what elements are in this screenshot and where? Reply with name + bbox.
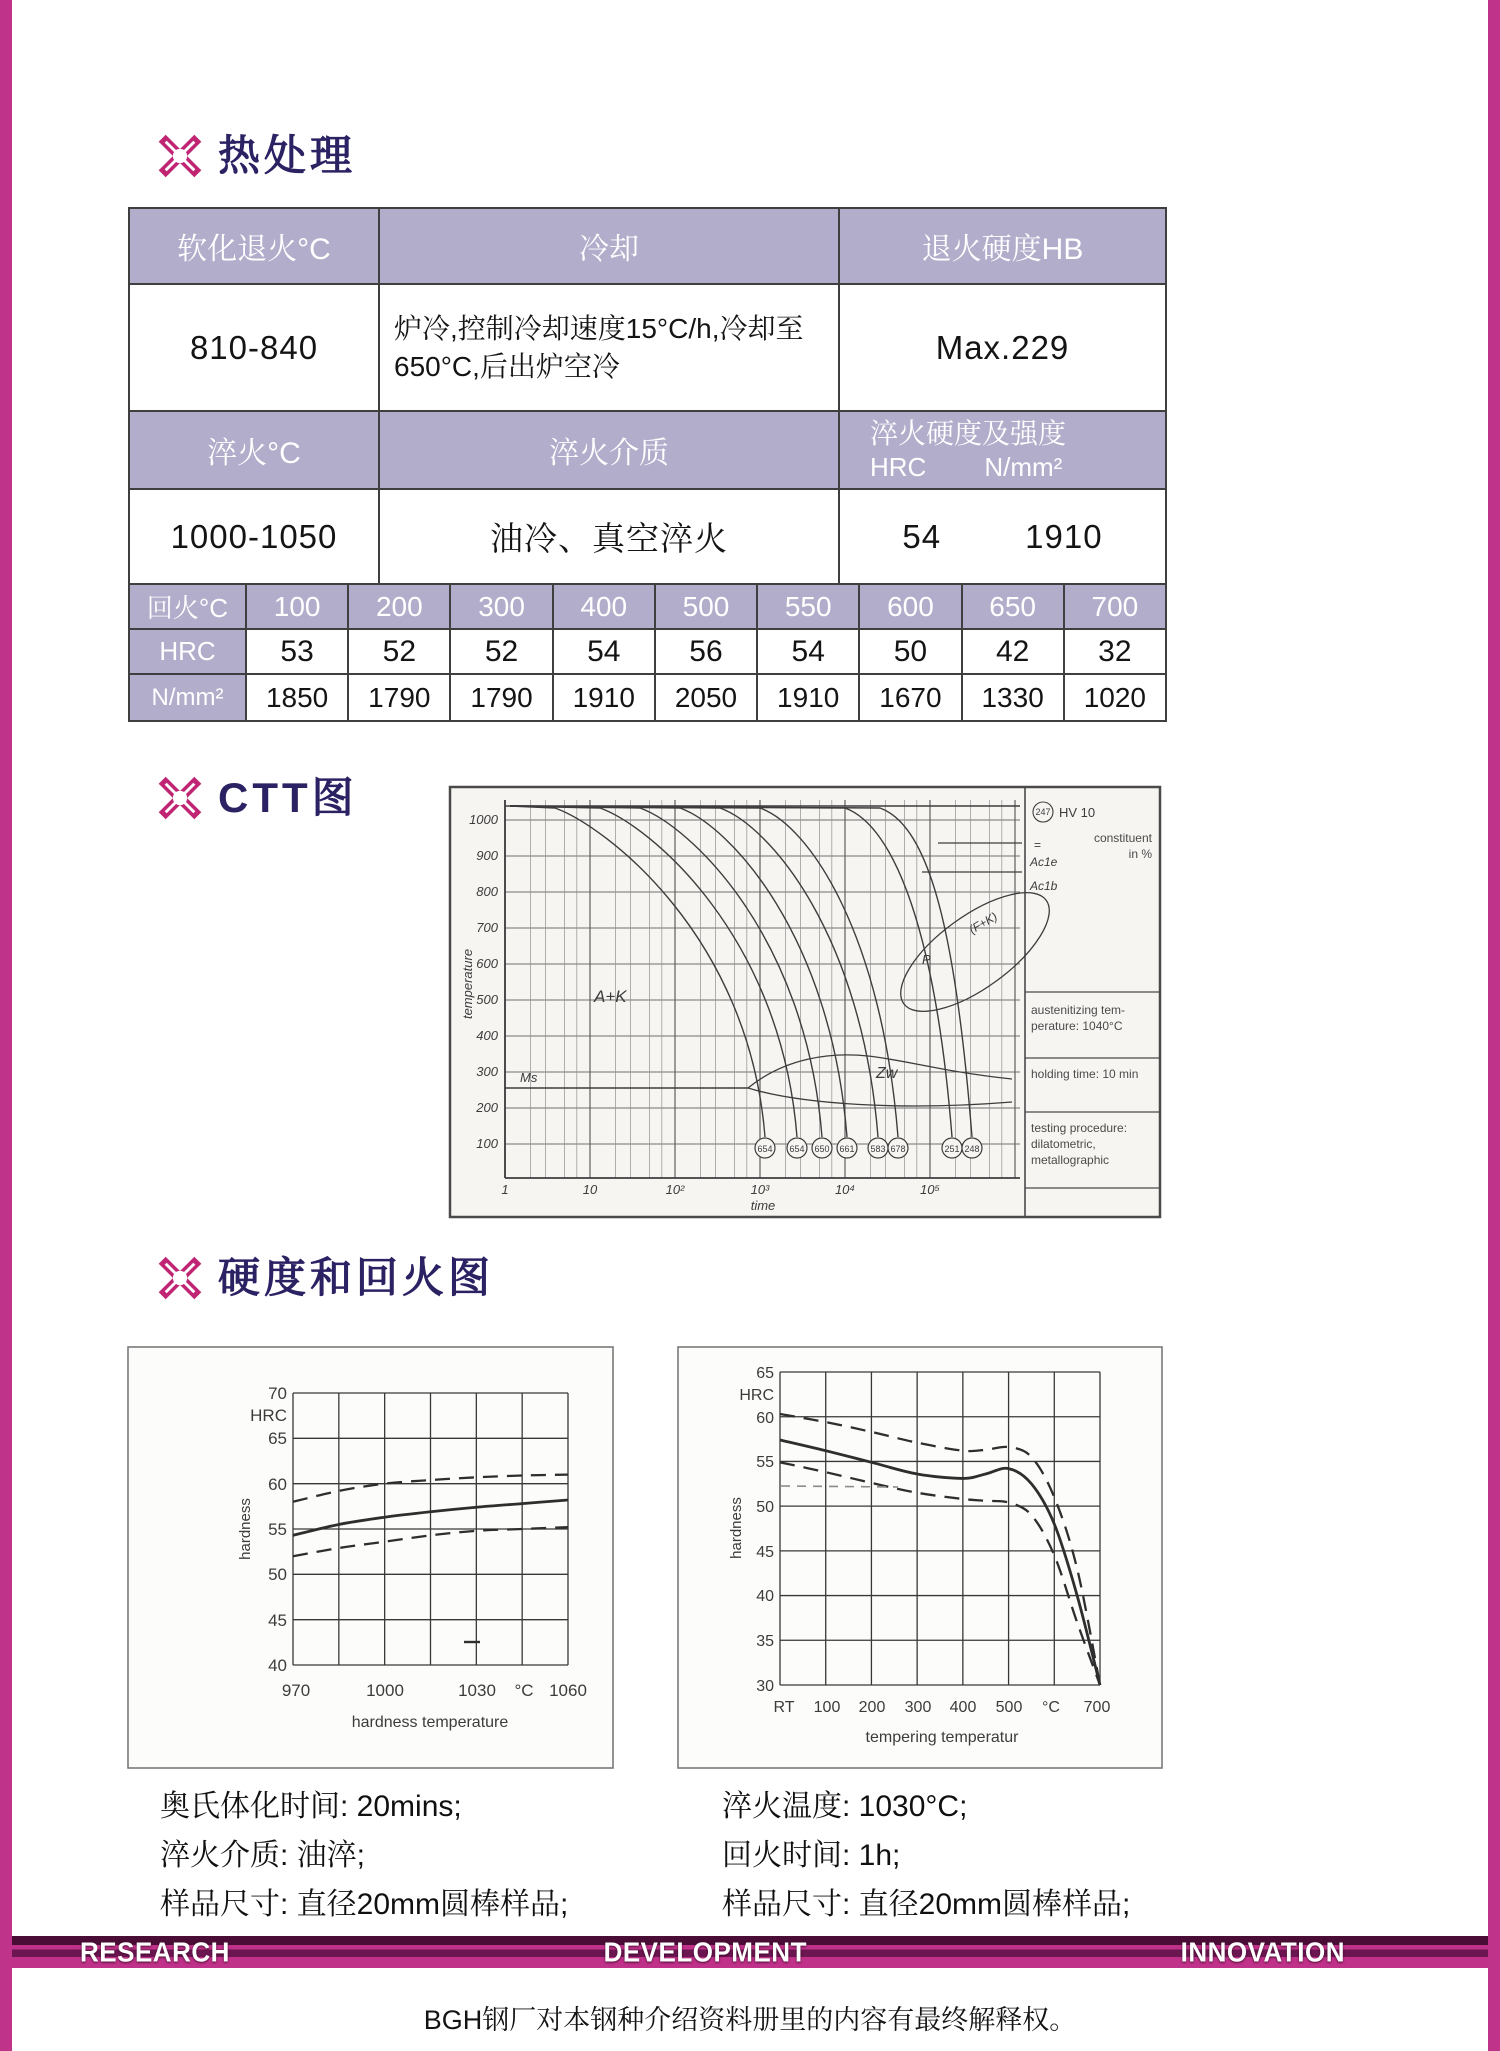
y-axis-label: hardness: [237, 1498, 254, 1560]
right-edge-stripe: [1488, 0, 1500, 2051]
hrc-value: 54: [758, 630, 860, 675]
hardness-circle-value: 654: [757, 1144, 773, 1154]
quench-medium-cell: 油冷、真空淬火: [380, 490, 840, 585]
section-title-text: 热处理: [218, 132, 357, 179]
region-label-ms: Ms: [520, 1070, 538, 1085]
hrc-value: 52: [349, 630, 451, 675]
ctt-x-axis-label: time: [750, 1198, 776, 1213]
strength-value: 2050: [656, 675, 758, 720]
x-tick: 970: [281, 1681, 311, 1700]
ctt-y-tick: 200: [476, 1100, 498, 1115]
ctt-legend-testing: testing procedure: dilatometric, metallographic: [1031, 1121, 1128, 1168]
y-tick: 45: [268, 1611, 287, 1630]
hrc-value: 50: [860, 630, 962, 675]
section-title-text: CTT图: [218, 774, 358, 821]
y-unit: HRC: [250, 1406, 287, 1425]
unit-nmm2: N/mm²: [984, 452, 1063, 483]
note-line: 回火时间: 1h;: [722, 1839, 901, 1872]
col-header: 软化退火°C: [130, 209, 380, 285]
x-tick: 700: [1083, 1699, 1111, 1716]
y-unit: HRC: [739, 1387, 774, 1404]
y-tick: 55: [268, 1520, 287, 1539]
heat-treatment-table: [128, 207, 1167, 722]
region-label-zw: Zw: [876, 1065, 898, 1082]
note-line: 奥氏体化时间: 20mins;: [160, 1790, 462, 1823]
strength-row: [130, 675, 1165, 720]
section-hardness-tempering: [158, 1256, 494, 1300]
col-header: 退火硬度HB: [840, 209, 1165, 285]
ctt-legend-austenitizing: austenitizing tem-perature: 1040°C: [1031, 1003, 1126, 1034]
ctt-y-tick: 700: [476, 920, 498, 935]
y-tick: 65: [756, 1365, 774, 1382]
temper-temp: 100: [247, 585, 349, 630]
ctt-x-tick: 10²: [665, 1182, 685, 1197]
hardness-circle-value: 583: [870, 1144, 886, 1154]
temper-temp: 650: [963, 585, 1065, 630]
x-axis-caption: hardness temperature: [351, 1714, 509, 1731]
hardness-circle-value: 650: [814, 1144, 830, 1154]
ctt-x-tick: 10: [582, 1182, 598, 1197]
x-tick: RT: [773, 1699, 795, 1716]
y-tick: 55: [756, 1454, 774, 1471]
y-axis-label: hardness: [728, 1497, 745, 1559]
x-tick: 400: [949, 1699, 977, 1716]
temper-temp: 400: [554, 585, 656, 630]
x-tick: 200: [858, 1699, 886, 1716]
section-bullet-icon: [158, 1256, 202, 1300]
ctt-y-tick: 600: [476, 956, 498, 971]
note-line: 样品尺寸: 直径20mm圆棒样品;: [722, 1888, 1131, 1921]
note-line: 淬火温度: 1030°C;: [722, 1790, 968, 1823]
table-row: [130, 285, 1165, 412]
x-tick: 1000: [366, 1681, 404, 1700]
unit-hrc: HRC: [870, 452, 927, 483]
anneal-cooling-cell: 炉冷,控制冷却速度15°C/h,冷却至650°C,后出炉空冷: [380, 285, 840, 412]
equals-sign: =: [1034, 838, 1042, 852]
col-header: 冷却: [380, 209, 840, 285]
x-tick: 300: [904, 1699, 932, 1716]
hrc-value: 32: [1065, 630, 1165, 675]
strength-value: 1790: [451, 675, 553, 720]
ctt-y-tick: 100: [476, 1136, 498, 1151]
ctt-y-tick: 300: [476, 1064, 498, 1079]
temper-temp: 600: [860, 585, 962, 630]
region-label-fk: (F+K): [966, 909, 1000, 937]
row-header: 回火°C: [130, 585, 247, 630]
y-tick: 45: [756, 1544, 774, 1561]
strength-value: 1330: [963, 675, 1065, 720]
note-line: 样品尺寸: 直径20mm圆棒样品;: [160, 1888, 569, 1921]
temper-temp-row: [130, 585, 1165, 630]
temper-temp: 550: [758, 585, 860, 630]
ac1e-label: Ac1e: [1030, 855, 1058, 869]
col-header: 淬火介质: [380, 412, 840, 490]
table-row: [130, 412, 1165, 490]
y-tick: 50: [756, 1499, 774, 1516]
x-tick: 1060: [549, 1681, 587, 1700]
notes-left: [160, 1782, 568, 1929]
footer-research: RESEARCH: [80, 1935, 230, 1968]
section-bullet-icon: [158, 776, 202, 820]
y-tick: 40: [756, 1588, 774, 1605]
hrc-row: [130, 630, 1165, 675]
disclaimer-note: BGH钢厂对本钢种介绍资料册里的内容有最终解释权。: [423, 2005, 1077, 2035]
ac1b-label: Ac1b: [1030, 879, 1058, 893]
hrc-value: 54: [554, 630, 656, 675]
hardness-circle-value: 248: [964, 1144, 980, 1154]
strength-value: 1910: [758, 675, 860, 720]
temper-temp: 700: [1065, 585, 1165, 630]
hrc-value: 42: [963, 630, 1065, 675]
ctt-x-tick: 10⁵: [920, 1182, 940, 1197]
y-tick: 60: [756, 1410, 774, 1427]
table-row: [130, 490, 1165, 585]
note-line: 淬火介质: 油淬;: [160, 1839, 366, 1872]
section-heat-treatment: [158, 134, 356, 178]
y-tick: 30: [756, 1678, 774, 1695]
temper-temp: 300: [451, 585, 553, 630]
y-tick: 65: [268, 1429, 287, 1448]
ctt-x-tick: 10⁴: [834, 1182, 856, 1197]
notes-right: [722, 1782, 1130, 1929]
strength-value: 1910: [554, 675, 656, 720]
hardness-circle-value: 661: [839, 1144, 855, 1154]
hardness-circle-value: 678: [890, 1144, 906, 1154]
ctt-x-tick: 10³: [750, 1182, 770, 1197]
ctt-x-tick: 1: [501, 1182, 509, 1197]
y-tick: 60: [268, 1475, 287, 1494]
x-axis-caption: tempering temperatur: [865, 1729, 1019, 1746]
ctt-y-tick: 1000: [469, 812, 498, 827]
x-tick: 500: [995, 1699, 1023, 1716]
x-tick: 1030: [458, 1681, 496, 1700]
hv-badge-value: 247: [1035, 807, 1051, 817]
left-edge-stripe: [0, 0, 12, 2051]
ctt-y-axis-label: temperature: [460, 948, 475, 1020]
quench-temp-cell: 1000-1050: [130, 490, 380, 585]
hrc-value: 53: [247, 630, 349, 675]
ctt-legend-holding: holding time: 10 min: [1031, 1067, 1139, 1081]
footer-innovation: INNOVATION: [1180, 1935, 1345, 1968]
quench-result-cell: [840, 490, 1165, 585]
quench-hrc-value: 54: [902, 517, 942, 555]
footer-development: DEVELOPMENT: [603, 1935, 807, 1968]
section-title-text: 硬度和回火图: [218, 1254, 495, 1301]
quench-hardness-header: 淬火硬度及强度: [870, 418, 1067, 450]
hardness-circle-value: 654: [789, 1144, 805, 1154]
region-label-ak: A+K: [594, 987, 627, 1006]
ctt-y-tick: 400: [476, 1028, 498, 1043]
row-header: N/mm²: [130, 675, 247, 720]
ctt-y-tick: 500: [476, 992, 498, 1007]
x-unit: °C: [514, 1681, 534, 1700]
anneal-hardness-cell: Max.229: [840, 285, 1165, 412]
table-row: [130, 209, 1165, 285]
hrc-value: 52: [451, 630, 553, 675]
hardness-circle-value: 251: [944, 1144, 960, 1154]
strength-value: 1850: [247, 675, 349, 720]
quench-strength-value: 1910: [1025, 517, 1103, 555]
strength-value: 1670: [860, 675, 962, 720]
y-tick: 70: [268, 1384, 287, 1403]
temper-temp: 200: [349, 585, 451, 630]
ctt-y-tick: 800: [476, 884, 498, 899]
temper-temp: 500: [656, 585, 758, 630]
region-label-p: P: [922, 952, 931, 967]
anneal-temp-cell: 810-840: [130, 285, 380, 412]
ctt-y-tick: 900: [476, 848, 498, 863]
footer-banner: [0, 1936, 1500, 1968]
x-tick: 100: [813, 1699, 841, 1716]
section-ctt: [158, 776, 358, 820]
strength-value: 1020: [1083, 681, 1146, 713]
hrc-value: 56: [656, 630, 758, 675]
x-unit: °C: [1042, 1699, 1060, 1716]
ctt-legend-constituent: constituent in %: [1093, 831, 1152, 862]
y-tick: 50: [268, 1565, 287, 1584]
col-header: 淬火°C: [130, 412, 380, 490]
row-header: HRC: [130, 630, 247, 675]
y-tick: 40: [268, 1656, 287, 1675]
strength-value: 1790: [349, 675, 451, 720]
col-header: [840, 412, 1165, 490]
hv-label: HV 10: [1059, 805, 1096, 820]
y-tick: 35: [756, 1633, 774, 1650]
section-bullet-icon: [158, 134, 202, 178]
